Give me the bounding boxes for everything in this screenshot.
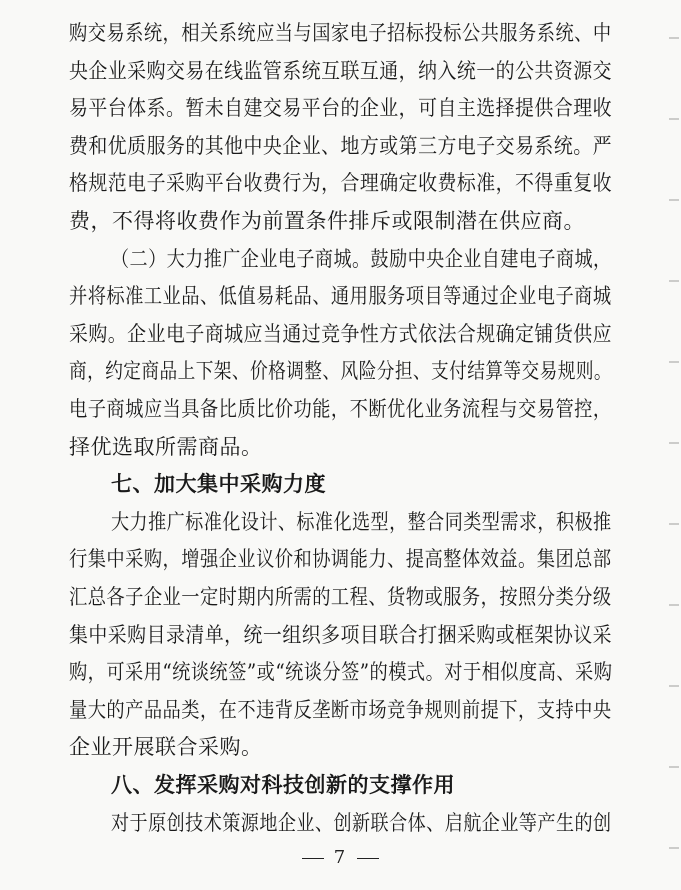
- text-line: 购交易系统，相关系统应当与国家电子招标投标公共服务系统、中: [69, 21, 612, 45]
- page-number-value: 7: [333, 847, 348, 868]
- scan-edge: [669, 0, 679, 890]
- text-line: 电子商城应当具备比质比价功能，不断优化业务流程与交易管控，: [69, 397, 612, 421]
- text-line: 对于原创技术策源地企业、创新联合体、启航企业等产生的创: [111, 810, 612, 835]
- text-line: 央企业采购交易在线监管系统互联互通，纳入统一的公共资源交: [69, 58, 613, 83]
- text-line: 大力推广标准化设计、标准化选型，整合同类型需求，积极推: [111, 509, 612, 534]
- section-heading: 七、加大集中采购力度: [111, 472, 326, 497]
- section-heading: 八、发挥采购对科技创新的支撑作用: [111, 773, 455, 797]
- text-line: 格规范电子采购平台收费行为，合理确定收费标准，不得重复收: [69, 171, 613, 196]
- text-line: 购，可采用“统谈统签”或“统谈分签”的模式。对于相似度高、采购: [69, 660, 613, 685]
- text-line: （二）大力推广企业电子商城。鼓励中央企业自建电子商城，: [111, 246, 612, 271]
- dash-right: [357, 858, 379, 859]
- page-number: [0, 845, 681, 871]
- dash-left: [302, 858, 324, 859]
- text-line: 行集中采购，增强企业议价和协调能力、提高整体效益。集团总部: [69, 547, 612, 572]
- text-line: 汇总各子企业一定时期内所需的工程、货物或服务，按照分类分级: [69, 585, 612, 609]
- text-line: 易平台体系。暂未自建交易平台的企业，可自主选择提供合理收: [69, 96, 613, 121]
- text-line: 择优选取所需商品。: [69, 434, 263, 459]
- text-line: 商，约定商品上下架、价格调整、风险分担、支付结算等交易规则。: [69, 359, 613, 384]
- text-line: 费，不得将收费作为前置条件排斥或限制潜在供应商。: [69, 209, 585, 233]
- text-line: 采购。企业电子商城应当通过竞争性方式依法合规确定铺货供应: [69, 321, 613, 346]
- text-line: 并将标准工业品、低值易耗品、通用服务项目等通过企业电子商城: [69, 284, 612, 309]
- text-line: 费和优质服务的其他中央企业、地方或第三方电子交易系统。严: [69, 133, 613, 158]
- text-line: 集中采购目录清单，统一组织多项目联合打捆采购或框架协议采: [69, 622, 613, 647]
- text-line: 量大的产品品类，在不违背反垄断市场竞争规则前提下，支持中央: [69, 697, 612, 722]
- text-line: 企业开展联合采购。: [69, 735, 263, 760]
